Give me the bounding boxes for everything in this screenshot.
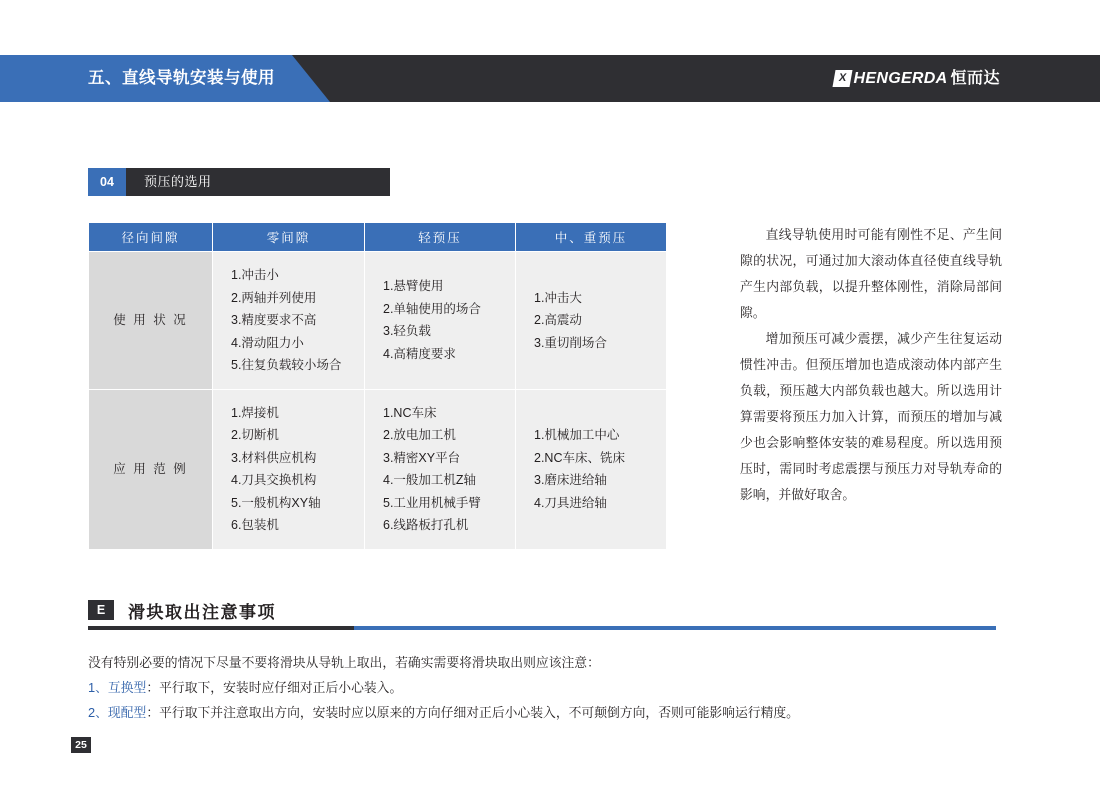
table-header-row: [89, 223, 667, 252]
list-item: 3.精度要求不高: [231, 313, 317, 327]
page-title: 五、直线导轨安装与使用: [88, 69, 275, 87]
list-item: 3.重切削场合: [534, 335, 607, 350]
section-e-heading: [88, 598, 996, 632]
list-item: 3.精密XY平台: [383, 450, 461, 465]
list-item: 1.NC车床: [383, 405, 437, 420]
list-item: 6.包装机: [231, 518, 279, 532]
section-bar: [88, 168, 390, 196]
cell-list: [534, 424, 666, 514]
table-header-cell: 中、重预压: [516, 223, 667, 252]
list-item: 5.往复负载较小场合: [231, 358, 342, 372]
notes-intro: 没有特别必要的情况下尽量不要将滑块从导轨上取出，若确实需要将滑块取出则应该注意：: [88, 655, 600, 670]
table-cell: [365, 389, 516, 549]
list-item: 3.磨床进给轴: [534, 473, 607, 487]
list-item: 2.两轴并列使用: [231, 290, 317, 305]
list-item: 4.滑动阻力小: [231, 335, 304, 350]
section-e-title: 滑块取出注意事项: [128, 603, 276, 622]
section-e-rule-blue: [354, 626, 996, 630]
cell-list: [534, 287, 666, 355]
note-item: [88, 675, 1000, 700]
list-item: 5.一般机构XY轴: [231, 495, 321, 510]
list-item: 1.冲击大: [534, 290, 582, 305]
list-item: 4.高精度要求: [383, 346, 456, 361]
note-item: [88, 700, 1000, 725]
table-row: [89, 252, 667, 390]
list-item: 2.切断机: [231, 428, 279, 442]
note-keyword: 1、互换型: [88, 680, 147, 695]
list-item: 6.线路板打孔机: [383, 518, 469, 532]
table-row-label: 使 用 状 况: [89, 252, 213, 390]
list-item: 1.冲击小: [231, 268, 279, 282]
list-item: 3.轻负载: [383, 324, 431, 339]
notes-block: [88, 650, 1000, 725]
table-header-cell: 轻预压: [365, 223, 516, 252]
table-cell: [516, 389, 667, 549]
list-item: 2.高震动: [534, 313, 582, 327]
table-row: [89, 389, 667, 549]
paragraph: 直线导轨使用时可能有刚性不足、产生间隙的状况，可通过加大滚动体直径使直线导轨产生内部负载，以提升整体刚性，消除局部间隙。: [740, 227, 1002, 320]
note-text: ：平行取下并注意取出方向，安装时应以原来的方向仔细对正后小心装入，不可颠倒方向，否则可能影响运行精度。: [146, 705, 799, 720]
section-e-rule-dark: [88, 626, 354, 630]
list-item: 3.材料供应机构: [231, 450, 317, 465]
list-item: 4.一般加工机Z轴: [383, 473, 477, 487]
page-header: [0, 55, 1100, 102]
list-item: 2.放电加工机: [383, 428, 456, 442]
cell-list: [383, 402, 515, 537]
cell-list: [231, 402, 364, 537]
section-e-badge: E: [88, 600, 114, 620]
note-text: ：平行取下，安装时应仔细对正后小心装入。: [146, 680, 403, 695]
cell-list: [231, 264, 364, 377]
brand-name-en: HENGERDA: [853, 70, 948, 87]
list-item: 5.工业用机械手臂: [383, 495, 481, 510]
table-row-label: 应 用 范 例: [89, 389, 213, 549]
section-title: 预压的选用: [144, 174, 212, 189]
table-cell: [213, 389, 365, 549]
list-item: 1.焊接机: [231, 405, 279, 420]
table-cell: [213, 252, 365, 390]
page-number: 25: [71, 737, 91, 753]
right-text-column: [740, 222, 1002, 508]
cell-list: [383, 275, 515, 365]
list-item: 1.悬臂使用: [383, 279, 444, 294]
preload-selection-table: [88, 222, 667, 550]
note-keyword: 2、现配型: [88, 705, 147, 720]
brand-name-cn: 恒而达: [950, 70, 1000, 87]
table-header-cell: 径向间隙: [89, 223, 213, 252]
brand-mark-icon: X: [832, 70, 852, 87]
section-number: 04: [88, 168, 126, 196]
list-item: 2.NC车床、铣床: [534, 450, 625, 465]
list-item: 4.刀具交换机构: [231, 473, 317, 487]
list-item: 1.机械加工中心: [534, 428, 620, 442]
table-cell: [365, 252, 516, 390]
table-cell: [516, 252, 667, 390]
paragraph: 增加预压可减少震摆，减少产生往复运动惯性冲击。但预压增加也造成滚动体内部产生负载，预压越大内部负载也越大。所以选用计算需要将预压力加入计算，而预压的增加与减少也会影响整体安装的难易程度。所以选用预压时，需同时考虑震摆与预压力对导轨寿命的影响，并做好取舍。: [740, 331, 1002, 502]
list-item: 4.刀具进给轴: [534, 495, 607, 510]
table-header-cell: 零间隙: [213, 223, 365, 252]
list-item: 2.单轴使用的场合: [383, 301, 481, 316]
brand-logo: [834, 55, 1000, 102]
